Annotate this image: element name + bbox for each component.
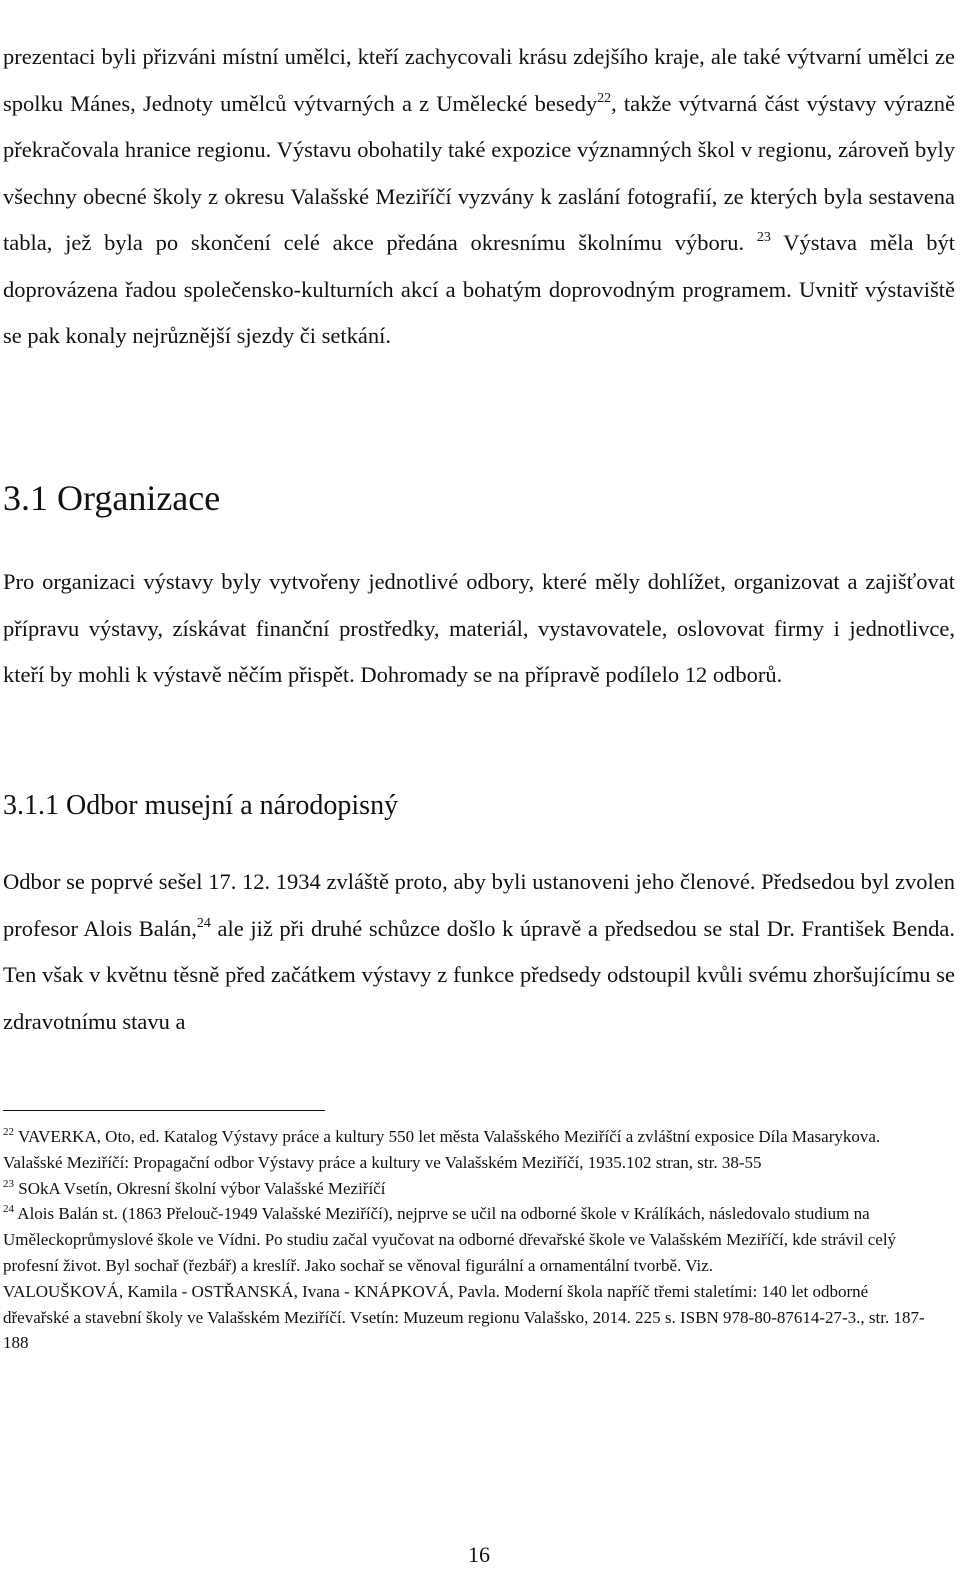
- footnote-text: VAVERKA, Oto, ed. Katalog Výstavy práce a kultury 550 let města Valašského Meziříčí a zvláštní exposice Díla Masarykova. Valašské Meziříčí: Propagační odbor Výstavy práce a kultury ve Valašském Meziříčí, 1935.102 stran, str. 38-55: [3, 1127, 881, 1172]
- subsection-text-2: ale již při druhé schůzce došlo k úpravě a předsedou se stal Dr. František Benda. Ten však v květnu těsně před začátkem výstavy z funkce předsedy odstoupil kvůli svému zhoršujícímu se zdravotnímu stavu a: [3, 915, 955, 1034]
- footnote-number: 23: [3, 1177, 14, 1190]
- footnote-separator: [3, 1110, 325, 1111]
- page-number: 16: [468, 1542, 490, 1567]
- document-page: [3, 0, 955, 1574]
- intro-text-1: prezentaci byli přizváni místní umělci, kteří zachycovali krásu zdejšího kraje, ale také výtvarní umělci ze spolku Mánes, Jednoty umělců výtvarných a z Umělecké besedy: [3, 44, 955, 116]
- subsection-text-1: Odbor se poprvé sešel 17. 12. 1934 zvláště proto, aby byli ustanoveni jeho členové. Předsedou byl zvolen profesor Alois Balán,: [3, 869, 955, 941]
- subsection-heading: 3.1.1 Odbor musejní a národopisný: [3, 790, 399, 821]
- footnote-24-continuation: VALOUŠKOVÁ, Kamila - OSTŘANSKÁ, Ivana - KNÁPKOVÁ, Pavla. Moderní škola napříč třemi staletími: 140 let odborné dřevařské a stavební školy ve Valašském Meziříčí. Vsetín: Muzeum regionu Valašsko, 2014. 225 s. ISBN 978-80-87614-27-3., str. 187-188: [3, 1281, 925, 1353]
- intro-paragraph: [3, 34, 955, 360]
- section-heading: 3.1 Organizace: [3, 478, 221, 518]
- footnote-text: Alois Balán st. (1863 Přelouč-1949 Valašské Meziříčí), nejprve se učil na odborné škole v Králíkách, následovalo studium na Uměleckoprůmyslové škole ve Vídni. Po studiu začal vyučovat na odborné dřevařské škole ve Valašském Meziříčí, kde strávil celý profesní život. Byl sochař (řezbář) a kreslíř. Jako sochař se věnoval figurální a ornamentální tvorbě. Viz.: [3, 1204, 897, 1275]
- intro-text-3: Výstava měla být doprovázena řadou společensko-kulturních akcí a bohatým doprovodným programem. Uvnitř výstaviště se pak konaly nejrůznější sjezdy či setkání.: [3, 230, 955, 348]
- footnotes: [3, 1124, 938, 1356]
- footnote-text: SOkA Vsetín, Okresní školní výbor Valašské Meziříčí: [14, 1178, 386, 1198]
- footnote-number: 22: [3, 1126, 14, 1138]
- footnote-24: [3, 1201, 938, 1278]
- footnote-22: [3, 1124, 938, 1176]
- footnote-ref-23[interactable]: 23: [756, 230, 771, 245]
- subsection-paragraph: [3, 859, 955, 1045]
- footnote-number: 24: [3, 1203, 14, 1216]
- section-paragraph: Pro organizaci výstavy byly vytvořeny jednotlivé odbory, které měly dohlížet, organizovat a zajišťovat přípravu výstavy, získávat finanční prostředky, materiál, vystavovatele, oslovovat firmy i jednotlivce, kteří by mohli k výstavě něčím přispět. Dohromady se na přípravě podílelo 12 odborů.: [3, 569, 955, 687]
- footnote-23: [3, 1176, 938, 1202]
- intro-text-2: , takže výtvarná část výstavy výrazně překračovala hranice regionu. Výstavu obohatily také expozice významných škol v regionu, zároveň byly všechny obecné školy z okresu Valašské Meziříčí vyzvány k zaslání fotografií, ze kterých byla sestavena tabla, jež byla po skončení celé akce předána okresnímu školnímu výboru.: [3, 90, 955, 255]
- footnote-ref-22[interactable]: 22: [597, 90, 612, 106]
- footnote-ref-24[interactable]: 24: [196, 915, 211, 931]
